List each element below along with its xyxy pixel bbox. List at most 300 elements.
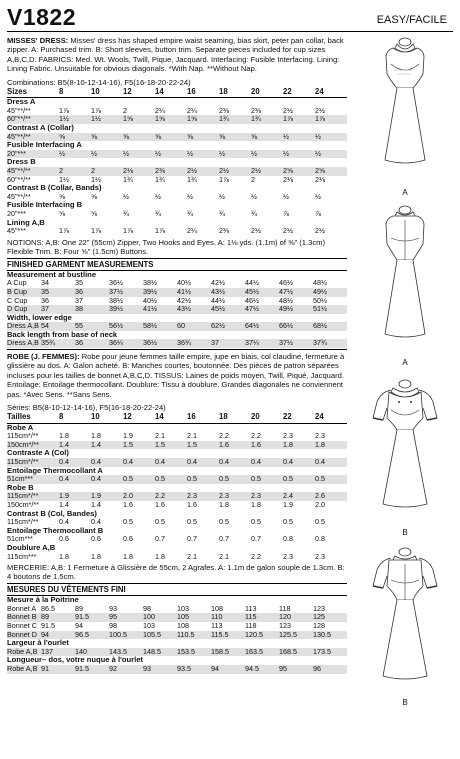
- section-label: Contrast B (Collar, Bands): [7, 184, 102, 193]
- table-cell: 0.5: [123, 518, 133, 527]
- table-cell: 0.8: [315, 535, 325, 544]
- table-cell: ½: [315, 192, 321, 201]
- table-cell: 38: [75, 305, 109, 314]
- table-cell: 2½: [251, 167, 283, 176]
- size-header-cell: 18: [219, 88, 251, 98]
- table-cell: 110.5: [177, 631, 211, 640]
- table-cell: 40½: [143, 296, 157, 305]
- french-description-title: ROBE (J. FEMMES):: [7, 352, 80, 362]
- table-cell: 2¼: [187, 106, 197, 115]
- header-rule: [7, 31, 453, 32]
- size-header-cell: 20: [251, 88, 283, 98]
- table-cell: ½: [283, 192, 289, 201]
- size-header-cell: 20: [251, 413, 283, 423]
- section-row: [7, 467, 347, 476]
- table-cell: 0.8: [283, 535, 293, 544]
- table-cell: 0.4: [91, 518, 101, 527]
- table-cell: 2⅛: [123, 167, 155, 176]
- table-cell: 125.5: [279, 631, 313, 640]
- table-cell: 2⅜: [219, 106, 229, 115]
- row-label: Dress A,B: [7, 339, 41, 348]
- table-row: [7, 605, 347, 614]
- section-row: [7, 656, 347, 665]
- table-cell: 1½: [91, 175, 101, 184]
- table-row: [7, 458, 347, 467]
- table-row: [7, 107, 347, 116]
- table-cell: 1⅞: [283, 115, 315, 124]
- section-label: Contrast A (Collar): [7, 124, 74, 132]
- table-cell: 35: [41, 288, 75, 297]
- table-cell: 0.4: [59, 458, 91, 467]
- table-cell: 153.5: [177, 648, 211, 657]
- illustrations-column: [353, 34, 457, 756]
- section-row: [7, 484, 347, 493]
- table-cell: 1⅞: [123, 227, 133, 236]
- section-label: Mesure à la Poitrine: [7, 596, 79, 605]
- table-cell: ½: [251, 150, 283, 159]
- dress-b-back-illustration: [353, 544, 457, 714]
- pattern-number: V1822: [7, 4, 77, 30]
- table-cell: 1⅞: [91, 106, 101, 115]
- table-cell: 48½: [313, 279, 327, 288]
- table-cell: 1.8: [59, 552, 69, 561]
- table-cell: 1¾: [123, 175, 133, 184]
- table-cell: ½: [315, 133, 347, 142]
- table-cell: 2½: [251, 227, 261, 236]
- table-cell: 1.6: [251, 441, 283, 450]
- table-cell: 35: [75, 279, 83, 288]
- english-notions: NOTIONS: A,B: One 22" (55cm) Zipper, Two Hooks and Eyes. A: 1⅛ yds. (1.1m) of ⅜" (1.3cm) Flexible Trim. B: Four ⅝" (1.5cm) Buttons.: [7, 237, 325, 256]
- table-cell: 36: [41, 296, 49, 305]
- table-cell: 120.5: [245, 631, 279, 640]
- table-cell: 1.4: [91, 441, 123, 450]
- section-label: Measurement at bustline: [7, 270, 97, 279]
- section-label: Contraste A (Col): [7, 449, 69, 458]
- table-cell: 2.3: [251, 492, 283, 501]
- french-combinations: Séries: B5(8-10-12-14-16), F5(16-18-20-22-24): [7, 403, 166, 413]
- table-cell: ⅝: [219, 133, 251, 142]
- section-row: [7, 124, 347, 133]
- table-cell: 45½: [245, 288, 279, 297]
- table-cell: 0.5: [155, 475, 187, 484]
- row-label: 20"***: [7, 209, 26, 218]
- table-cell: 42½: [211, 279, 225, 288]
- table-row: [7, 648, 347, 657]
- row-label: Robe A,B: [7, 648, 41, 657]
- row-label: D Cup: [7, 305, 41, 314]
- table-cell: 0.5: [251, 518, 261, 527]
- table-cell: 2.3: [315, 552, 325, 561]
- table-cell: 89: [41, 613, 75, 622]
- table-row: [7, 305, 347, 314]
- table-cell: 38½: [143, 279, 157, 288]
- table-cell: 2½: [219, 167, 251, 176]
- table-cell: 64½: [245, 322, 279, 331]
- size-header-cell: 12: [123, 88, 155, 98]
- table-cell: ¾: [187, 209, 193, 218]
- section-label: Entoilage Thermocollant B: [7, 526, 104, 535]
- size-header-label: Sizes: [7, 88, 59, 98]
- table-cell: 1⅝: [123, 115, 155, 124]
- size-header-cell: 14: [155, 413, 187, 423]
- table-row: [7, 501, 347, 510]
- size-header-cell: 24: [315, 413, 347, 423]
- table-cell: 1.8: [315, 441, 347, 450]
- figure-label-b-back: B: [402, 698, 408, 707]
- table-cell: 54: [41, 322, 75, 331]
- table-cell: 0.4: [315, 458, 347, 467]
- table-row: [7, 322, 347, 331]
- table-cell: 91.5: [75, 613, 109, 622]
- table-cell: 110: [211, 613, 245, 622]
- french-description-text: Robe pour jeune femmes taille empire, jupe en biais, col claudine, fermeture à glissière au dos. A: Galon acheté. B: Manches courtes, boutonnée. Des pièces de patron séparées incluses pour les tailles de bonnet A,B,C,D. TISSUS: Laines de poids moyen, Twill, Piqué, Jacquard. Entoilage: Entoilage thermocollant. Doublure: Tissu à doublure. Grandes diagonales ne conviennent pas. *Avec Sens. **Sans Sens.: [7, 352, 345, 399]
- table-cell: 0.4: [91, 475, 123, 484]
- size-header-row: [7, 413, 347, 423]
- table-cell: ⅝: [155, 133, 187, 142]
- table-cell: 38½: [109, 296, 123, 305]
- section-label: Fusible Interfacing A: [7, 141, 82, 150]
- section-row: [7, 510, 347, 519]
- section-divider: [7, 349, 347, 350]
- table-cell: 47½: [245, 305, 279, 314]
- row-label: 150cm*/**: [7, 441, 59, 450]
- header: [7, 4, 453, 30]
- table-cell: 93: [109, 604, 117, 613]
- table-row: [7, 518, 347, 527]
- table-cell: 118: [245, 621, 257, 630]
- table-cell: 2: [91, 167, 123, 176]
- section-row: [7, 184, 347, 193]
- table-cell: 2: [59, 167, 91, 176]
- french-yardage-table: [7, 413, 347, 561]
- size-header-cell: 16: [187, 413, 219, 423]
- table-cell: 103: [177, 604, 189, 613]
- section-row: [7, 219, 347, 228]
- table-cell: 60: [177, 322, 211, 331]
- table-cell: 2½: [283, 106, 293, 115]
- section-label: Robe B: [7, 483, 34, 492]
- table-cell: 0.4: [155, 458, 187, 467]
- english-combinations: Combinations: B5(8-10-12-14-16), F5(16-18-20-22-24): [7, 77, 191, 87]
- table-cell: 1¾: [155, 175, 165, 184]
- table-row: [7, 339, 347, 348]
- table-cell: 2.3: [219, 492, 251, 501]
- table-cell: 36½: [109, 279, 123, 288]
- section-row: [7, 423, 347, 432]
- french-notions: MERCERIE: A,B: 1 Fermeture à Glissière de 55cm, 2 Agrafes. A: 1.1m de galon souple de 1.3cm. B: 4 boutons de 1.5cm.: [7, 563, 345, 582]
- table-row: [7, 475, 347, 484]
- table-cell: 0.7: [155, 535, 165, 544]
- table-cell: ½: [219, 150, 251, 159]
- table-cell: 0.4: [283, 458, 315, 467]
- figure-label-b-front: B: [402, 528, 408, 537]
- table-cell: 143.5: [109, 648, 143, 657]
- table-cell: 1.8: [283, 441, 315, 450]
- section-label: Robe A: [7, 423, 34, 432]
- table-cell: 2⅛: [283, 175, 293, 184]
- table-row: [7, 297, 347, 306]
- table-cell: ½: [315, 150, 347, 159]
- table-cell: 1½: [59, 115, 91, 124]
- table-cell: 49½: [279, 305, 313, 314]
- table-cell: 1¾: [251, 115, 283, 124]
- section-row: [7, 98, 347, 107]
- table-cell: ½: [155, 192, 161, 201]
- table-cell: 1½: [59, 175, 69, 184]
- table-row: [7, 665, 347, 674]
- table-cell: 1.5: [187, 441, 219, 450]
- table-cell: 1⅞: [155, 227, 165, 236]
- table-row: [7, 631, 347, 640]
- row-label: Dress A,B: [7, 322, 41, 331]
- row-label: B Cup: [7, 288, 41, 297]
- table-cell: ½: [283, 150, 315, 159]
- table-cell: 96: [313, 665, 347, 674]
- table-cell: 0.5: [219, 518, 229, 527]
- row-label: 150cm*/**: [7, 501, 39, 510]
- table-cell: 128: [313, 621, 325, 630]
- dress-a-front-illustration: [353, 34, 457, 204]
- table-cell: ⅝: [59, 192, 65, 201]
- table-cell: 49½: [313, 288, 347, 297]
- table-cell: 2.3: [315, 432, 325, 441]
- size-header-cell: 8: [59, 88, 91, 98]
- row-label: 45"**/**: [7, 192, 31, 201]
- row-label: 115cm*/**: [7, 518, 39, 527]
- table-cell: 94: [41, 631, 75, 640]
- table-cell: ⅝: [91, 209, 97, 218]
- table-cell: 0.6: [59, 535, 69, 544]
- figure-label-a-front: A: [402, 188, 408, 197]
- size-header-cell: 18: [219, 413, 251, 423]
- table-cell: 35¾: [41, 339, 75, 348]
- table-cell: 1.9: [123, 432, 133, 441]
- table-cell: 55: [75, 322, 109, 331]
- table-cell: ½: [187, 192, 193, 201]
- table-row: [7, 176, 347, 185]
- table-cell: 2⅜: [251, 106, 261, 115]
- row-label: 60"**/**: [7, 115, 59, 124]
- table-cell: ½: [283, 133, 315, 142]
- table-cell: 1⅞: [315, 115, 347, 124]
- table-cell: 115.5: [211, 631, 245, 640]
- row-label: 45"**/**: [7, 106, 31, 115]
- table-row: [7, 227, 347, 236]
- table-cell: 1⅞: [59, 106, 69, 115]
- table-cell: 1.4: [59, 441, 91, 450]
- table-cell: 2⅜: [155, 167, 187, 176]
- table-row: [7, 193, 347, 202]
- table-cell: 0.4: [91, 458, 123, 467]
- table-cell: 98: [143, 604, 151, 613]
- table-cell: 0.5: [315, 475, 347, 484]
- table-cell: 37½: [279, 339, 313, 348]
- table-cell: ⅝: [91, 192, 97, 201]
- table-cell: 92: [109, 665, 143, 674]
- table-cell: 37: [211, 339, 245, 348]
- table-cell: 58½: [143, 322, 177, 331]
- table-cell: ½: [155, 150, 187, 159]
- row-label: Bonnet B: [7, 613, 41, 622]
- table-cell: 123: [279, 621, 291, 630]
- size-header-cell: 22: [283, 88, 315, 98]
- section-row: [7, 639, 347, 648]
- row-label: 51cm***: [7, 475, 59, 484]
- section-label: Dress A: [7, 97, 36, 107]
- table-cell: 100: [143, 613, 177, 622]
- table-cell: 44½: [211, 296, 225, 305]
- table-cell: 40½: [177, 279, 191, 288]
- french-finished-table: [7, 596, 347, 673]
- table-cell: 37½: [109, 288, 143, 297]
- table-cell: 105: [177, 613, 211, 622]
- table-cell: 37: [41, 305, 75, 314]
- section-label: Fusible Interfacing B: [7, 201, 83, 210]
- table-cell: 0.6: [91, 535, 101, 544]
- size-header-cell: 24: [315, 88, 347, 98]
- table-cell: 2.0: [123, 492, 155, 501]
- table-cell: ½: [251, 192, 257, 201]
- table-cell: 91.5: [75, 665, 109, 674]
- table-row: [7, 133, 347, 142]
- table-cell: 43½: [211, 288, 245, 297]
- table-cell: 2.0: [315, 501, 325, 510]
- row-label: 115cm*/**: [7, 492, 59, 501]
- table-cell: 108: [177, 621, 189, 630]
- row-label: Bonnet C: [7, 621, 37, 630]
- table-cell: ⅝: [59, 133, 91, 142]
- table-cell: ¾: [251, 209, 257, 218]
- table-cell: 1.5: [123, 441, 155, 450]
- table-cell: 1.6: [187, 501, 197, 510]
- table-cell: ⅝: [251, 133, 283, 142]
- row-label: 45"**/**: [7, 133, 59, 142]
- table-cell: 45½: [211, 305, 245, 314]
- table-cell: 2.3: [283, 432, 293, 441]
- size-header-cell: 10: [91, 88, 123, 98]
- table-cell: 68½: [313, 322, 347, 331]
- row-label: 51cm***: [7, 535, 33, 544]
- table-cell: 2.1: [219, 552, 229, 561]
- table-cell: 94: [211, 665, 245, 674]
- size-header-label: Tailles: [7, 413, 59, 423]
- table-cell: 0.4: [123, 458, 155, 467]
- row-label: Bonnet A: [7, 604, 37, 613]
- table-cell: 108: [211, 604, 223, 613]
- table-row: [7, 622, 347, 631]
- difficulty-label: EASY/FACILE: [376, 14, 447, 26]
- row-label: 115cm*/**: [7, 458, 59, 467]
- table-cell: 1.6: [123, 501, 133, 510]
- section-label: Lining A,B: [7, 218, 45, 227]
- table-cell: 39½: [143, 288, 177, 297]
- table-cell: 2½: [187, 167, 219, 176]
- table-cell: 43½: [177, 305, 211, 314]
- section-row: [7, 141, 347, 150]
- table-cell: ⅞: [315, 209, 321, 218]
- table-cell: 130.5: [313, 631, 347, 640]
- section-row: [7, 527, 347, 536]
- table-cell: 98: [109, 621, 117, 630]
- english-finished-title: FINISHED GARMENT MEASUREMENTS: [7, 258, 347, 271]
- table-cell: 1.9: [283, 501, 293, 510]
- table-cell: 1.8: [155, 552, 165, 561]
- english-description-text: Misses' dress has shaped empire waist seaming, bias skirt, peter pan collar, back zipper. A: Purchased trim. B: Short sleeves, button trim. Separate pieces included for cup sizes A,B,C,D. FABRICS: Med. Wt. Wools, Twill, Pique, Jacquard. Interfacing: Fusible Interfacing. Lining: Lining Fabric. Unsuitable for obvious diagonals. *With Nap. **Without Nap.: [7, 36, 344, 74]
- table-cell: 168.5: [279, 648, 313, 657]
- table-cell: 1.8: [59, 432, 69, 441]
- table-cell: 113: [211, 621, 223, 630]
- table-cell: 42½: [177, 296, 191, 305]
- table-cell: 2⅛: [315, 175, 325, 184]
- table-row: [7, 210, 347, 219]
- row-label: 20"***: [7, 150, 59, 159]
- table-cell: 47½: [279, 288, 313, 297]
- dress-b-front-drawing: [353, 374, 457, 524]
- table-row: [7, 150, 347, 159]
- table-cell: 120: [279, 613, 313, 622]
- section-label: Largeur à l'ourlet: [7, 639, 69, 648]
- table-cell: 103: [143, 621, 155, 630]
- section-row: [7, 596, 347, 605]
- english-yardage-table: [7, 88, 347, 236]
- table-cell: 1¾: [187, 175, 197, 184]
- dress-a-back-illustration: [353, 204, 457, 374]
- row-label: 60"**/**: [7, 175, 31, 184]
- table-cell: 0.7: [219, 535, 229, 544]
- table-cell: 89: [75, 604, 83, 613]
- table-cell: 2.3: [187, 492, 219, 501]
- section-label: Contrast B (Col, Bandes): [7, 509, 97, 518]
- table-cell: 2½: [315, 227, 325, 236]
- section-label: Entoilage Thermocollant A: [7, 466, 103, 475]
- table-cell: 0.5: [187, 518, 197, 527]
- table-cell: 36: [75, 288, 109, 297]
- table-cell: 1⅝: [187, 115, 219, 124]
- table-cell: ¾: [155, 209, 161, 218]
- dress-a-back-drawing: [353, 204, 457, 354]
- table-cell: 137: [41, 648, 75, 657]
- section-row: [7, 271, 347, 280]
- table-row: [7, 432, 347, 441]
- table-cell: 1.5: [155, 441, 187, 450]
- section-row: [7, 158, 347, 167]
- table-cell: 2⅝: [315, 167, 347, 176]
- table-cell: 62½: [211, 322, 245, 331]
- table-cell: ½: [123, 150, 155, 159]
- section-label: Longueur– dos, votre nuque à l'ourlet: [7, 656, 143, 665]
- table-cell: 1⅞: [219, 175, 229, 184]
- section-label: Width, lower edge: [7, 313, 72, 322]
- table-cell: 0.5: [315, 518, 325, 527]
- table-cell: ½: [123, 192, 129, 201]
- table-cell: 39½: [109, 305, 143, 314]
- table-cell: 2.3: [283, 552, 293, 561]
- table-cell: 1⅞: [59, 227, 69, 236]
- table-cell: 0.5: [219, 475, 251, 484]
- table-cell: 163.5: [245, 648, 279, 657]
- french-description: [7, 352, 347, 399]
- table-cell: 46½: [279, 279, 293, 288]
- dress-b-front-illustration: [353, 374, 457, 544]
- table-cell: 1⅝: [155, 115, 187, 124]
- table-cell: 0.4: [59, 475, 91, 484]
- table-cell: 2.2: [251, 432, 261, 441]
- table-cell: 93.5: [177, 665, 211, 674]
- table-cell: 41½: [143, 305, 177, 314]
- row-label: 45"**/**: [7, 167, 59, 176]
- table-row: [7, 535, 347, 544]
- table-cell: 41½: [177, 288, 211, 297]
